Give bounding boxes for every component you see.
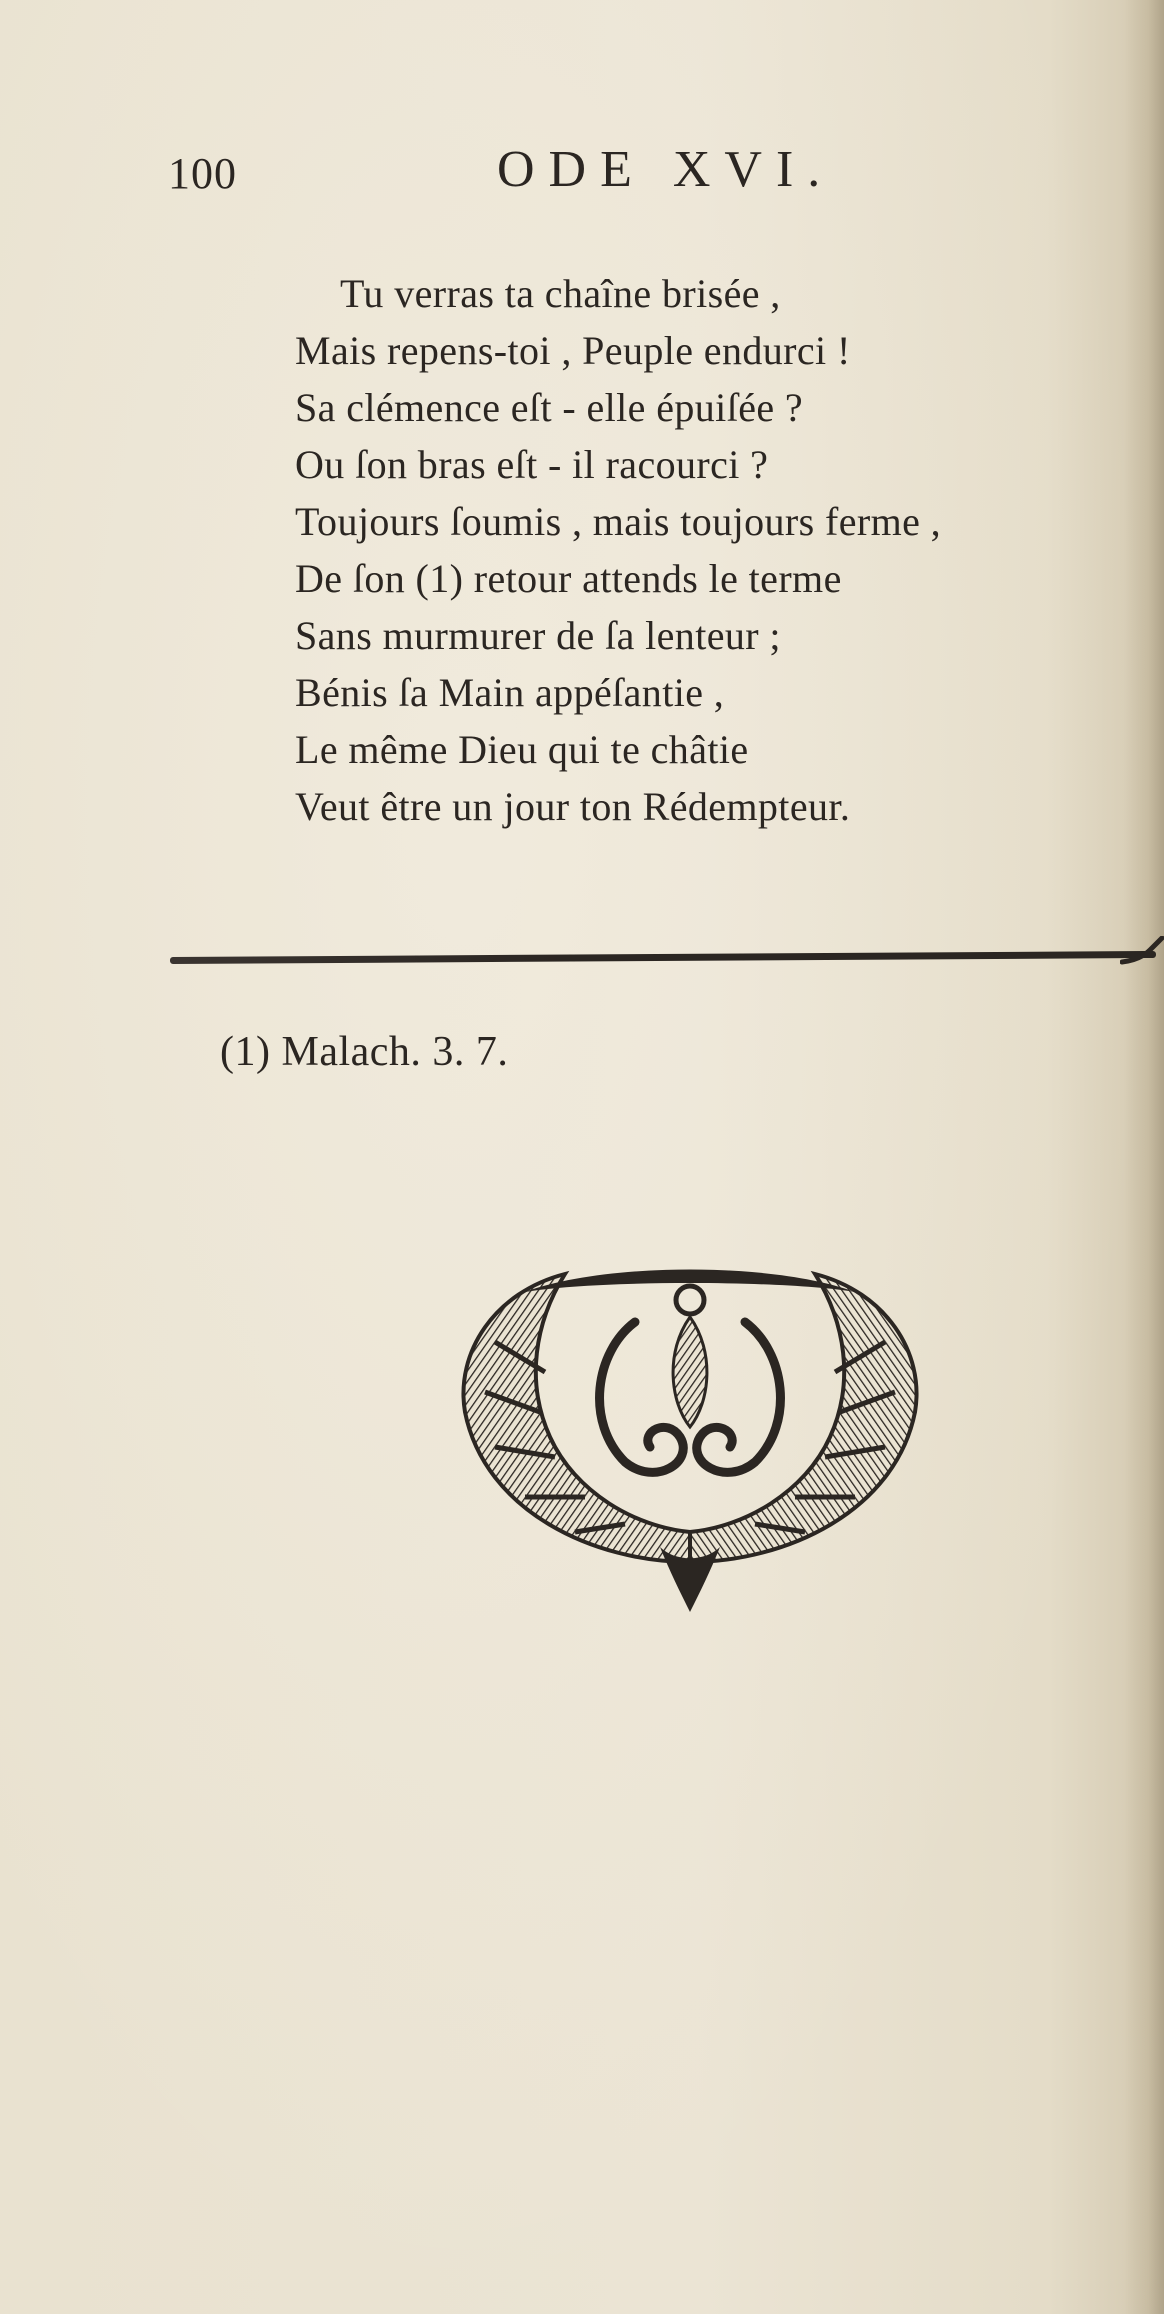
horizontal-rule <box>170 951 1156 964</box>
verse-line: Tu verras ta chaîne brisée , <box>340 271 781 316</box>
verse-line: Mais repens-toi , Peuple endurci ! <box>295 328 851 373</box>
verse-line: De ſon (1) retour attends le terme <box>295 556 842 601</box>
page-number: 100 <box>168 149 237 198</box>
verse-line: Veut être un jour ton Rédempteur. <box>295 784 851 829</box>
footnote: (1) Malach. 3. 7. <box>220 1029 509 1075</box>
verse-line: Toujours ſoumis , mais toujours ferme , <box>295 499 942 544</box>
rule-flourish-icon <box>1120 936 1164 966</box>
poem-stanza <box>295 265 1155 835</box>
fleuron-wreath <box>463 1270 916 1613</box>
verse-line: Sa clémence eſt - elle épuiſée ? <box>295 385 804 430</box>
verse-line: Sans murmurer de ſa lenteur ; <box>295 613 781 658</box>
verse-line: Bénis ſa Main appéſantie , <box>295 670 725 715</box>
running-title: ODE XVI. <box>497 141 835 198</box>
verse-line: Ou ſon bras eſt - il racourci ? <box>295 442 769 487</box>
fleuron-ornament-icon <box>455 1262 925 1622</box>
verse-line: Le même Dieu qui te châtie <box>295 727 749 772</box>
